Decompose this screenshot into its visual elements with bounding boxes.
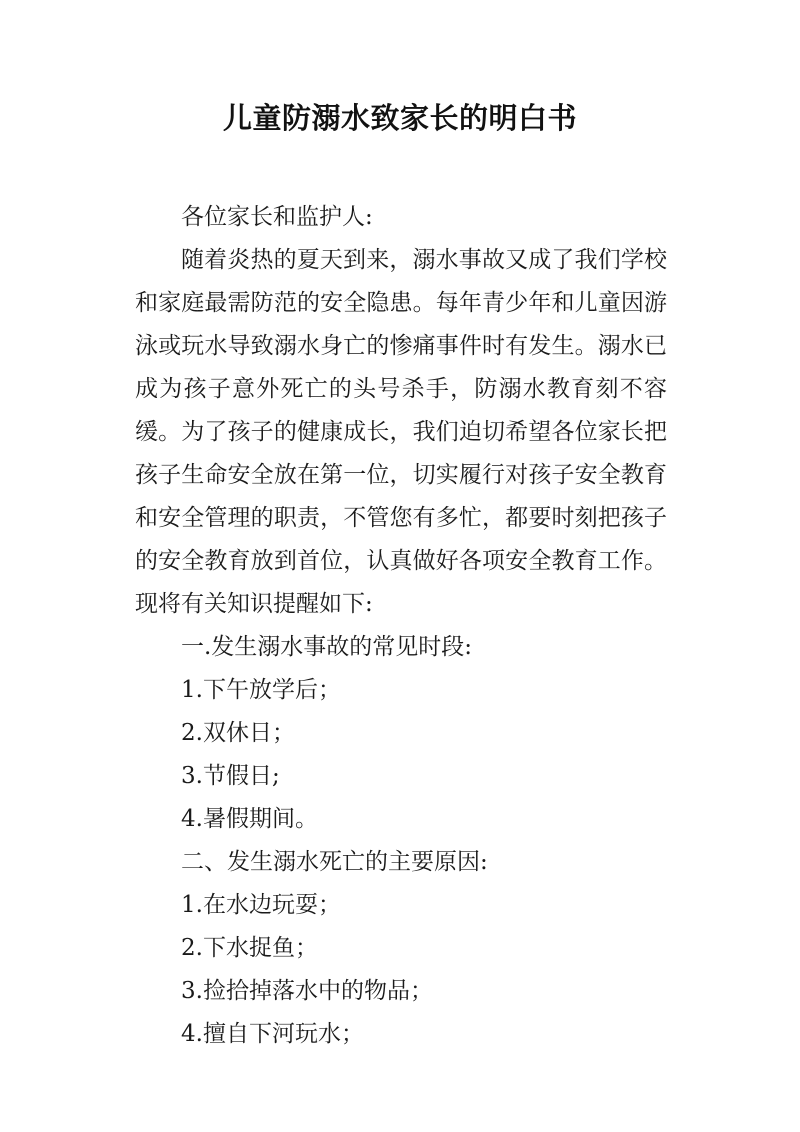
list-item: 3.捡拾掉落水中的物品； xyxy=(181,978,433,1004)
list-item: 1.在水边玩耍； xyxy=(181,892,341,918)
section-heading-main-causes: 二、发生溺水死亡的主要原因: xyxy=(181,849,488,875)
list-item: 2.下水捉鱼； xyxy=(181,935,318,961)
list-item: 1.下午放学后； xyxy=(181,677,341,703)
list-item: 2.双休日； xyxy=(181,720,295,746)
document-title: 儿童防溺水致家长的明白书 xyxy=(222,101,577,135)
list-item: 3.节假日; xyxy=(181,763,280,789)
document-body xyxy=(135,196,667,1056)
list-item: 4.擅自下河玩水； xyxy=(181,1021,364,1047)
salutation: 各位家长和监护人: xyxy=(181,204,373,230)
list-item: 4.暑假期间。 xyxy=(181,806,318,832)
intro-paragraph: 随着炎热的夏天到来，溺水事故又成了我们学校和家庭最需防范的安全隐患。每年青少年和儿童因游泳或玩水导致溺水身亡的惨痛事件时有发生。溺水已成为孩子意外死亡的头号杀手，防溺水教育刻不容缓。为了孩子的健康成长，我们迫切希望各位家长把孩子生命安全放在第一位，切实履行对孩子安全教育和安全管理的职责，不管您有多忙，都要时刻把孩子的安全教育放到首位，认真做好各项安全教育工作。现将有关知识提醒如下: xyxy=(135,247,667,617)
section-heading-common-times: 一.发生溺水事故的常见时段: xyxy=(181,634,473,660)
